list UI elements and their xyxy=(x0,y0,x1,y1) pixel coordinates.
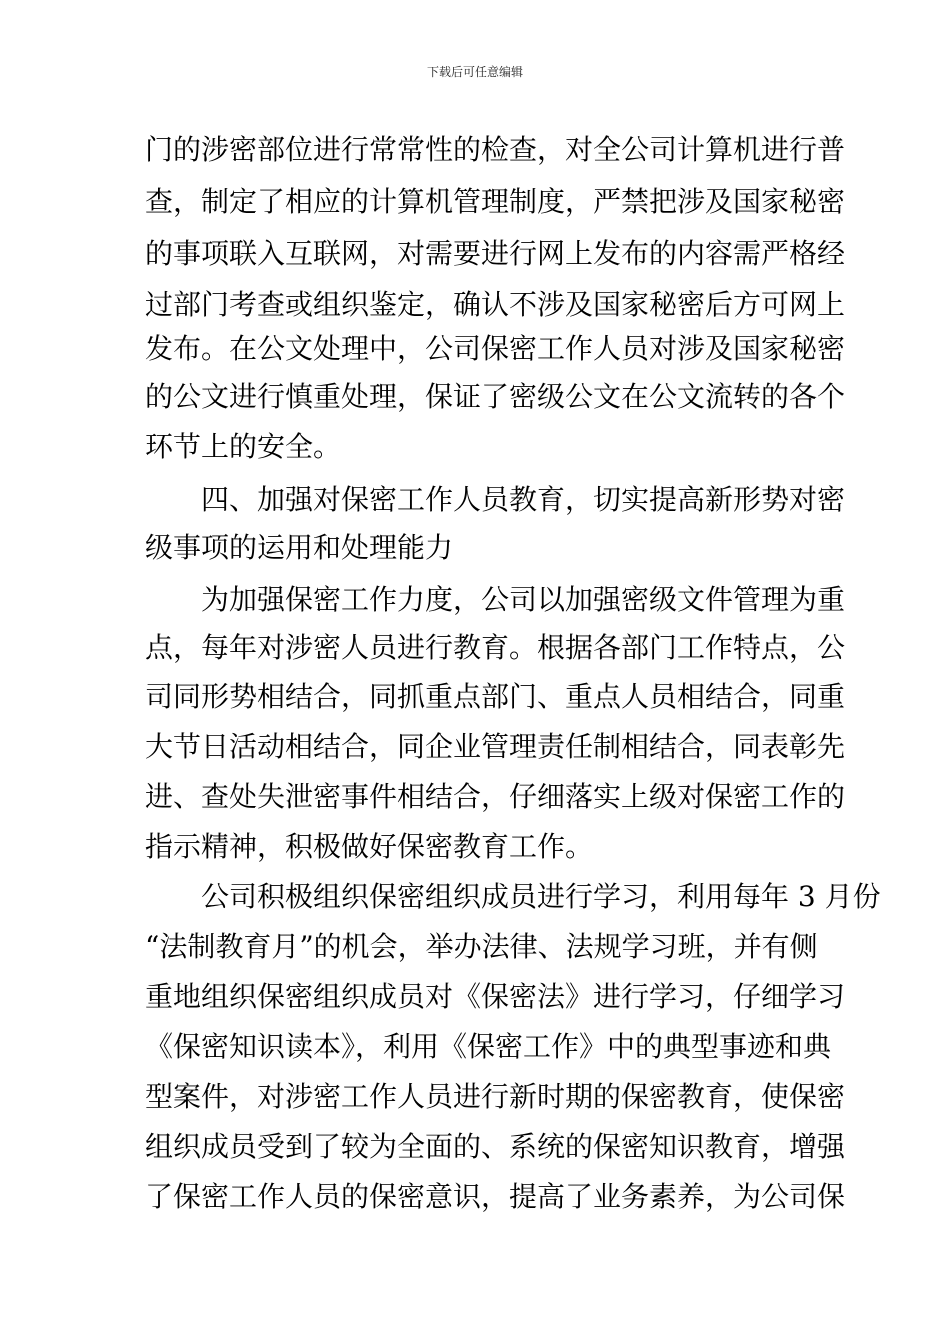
body-line: 大节日活动相结合，同企业管理责任制相结合，同表彰先 xyxy=(145,730,846,763)
body-line: 发布。在公文处理中，公司保密工作人员对涉及国家秘密 xyxy=(145,332,846,365)
body-line: 司同形势相结合，同抓重点部门、重点人员相结合，同重 xyxy=(145,680,846,713)
body-line: 了保密工作人员的保密意识，提高了业务素养，为公司保 xyxy=(145,1180,846,1213)
body-line: 点，每年对涉密人员进行教育。根据各部门工作特点，公 xyxy=(145,631,846,664)
body-line: 组织成员受到了较为全面的、系统的保密知识教育，增强 xyxy=(145,1130,846,1163)
body-line: 查，制定了相应的计算机管理制度，严禁把涉及国家秘密 xyxy=(145,185,846,218)
body-line: 门的涉密部位进行常常性的检查，对全公司计算机进行普 xyxy=(145,133,846,166)
body-line: 过部门考查或组织鉴定，确认不涉及国家秘密后方可网上 xyxy=(145,288,846,321)
body-line: 进、查处失泄密事件相结合，仔细落实上级对保密工作的 xyxy=(145,780,846,813)
body-line: 《保密知识读本》，利用《保密工作》中的典型事迹和典 xyxy=(145,1030,832,1063)
body-line: 指示精神，积极做好保密教育工作。 xyxy=(145,830,594,863)
body-line: 的事项联入互联网，对需要进行网上发布的内容需严格经 xyxy=(145,237,846,270)
page-header: 下载后可任意编辑 xyxy=(426,65,523,79)
section-heading-line: 四、加强对保密工作人员教育，切实提高新形势对密 xyxy=(201,483,846,516)
body-line: 重地组织保密组织成员对《保密法》进行学习，仔细学习 xyxy=(145,980,846,1013)
body-line: 型案件，对涉密工作人员进行新时期的保密教育，使保密 xyxy=(145,1080,846,1113)
body-line: 为加强保密工作力度，公司以加强密级文件管理为重 xyxy=(201,583,846,616)
body-line: 环节上的安全。 xyxy=(145,430,342,463)
body-line: 公司积极组织保密组织成员进行学习，利用每年 3 月份 xyxy=(201,880,881,913)
body-line: “法制教育月”的机会，举办法律、法规学习班，并有侧 xyxy=(145,930,818,963)
section-heading-line: 级事项的运用和处理能力 xyxy=(145,531,454,564)
body-line: 的公文进行慎重处理，保证了密级公文在公文流转的各个 xyxy=(145,380,846,413)
